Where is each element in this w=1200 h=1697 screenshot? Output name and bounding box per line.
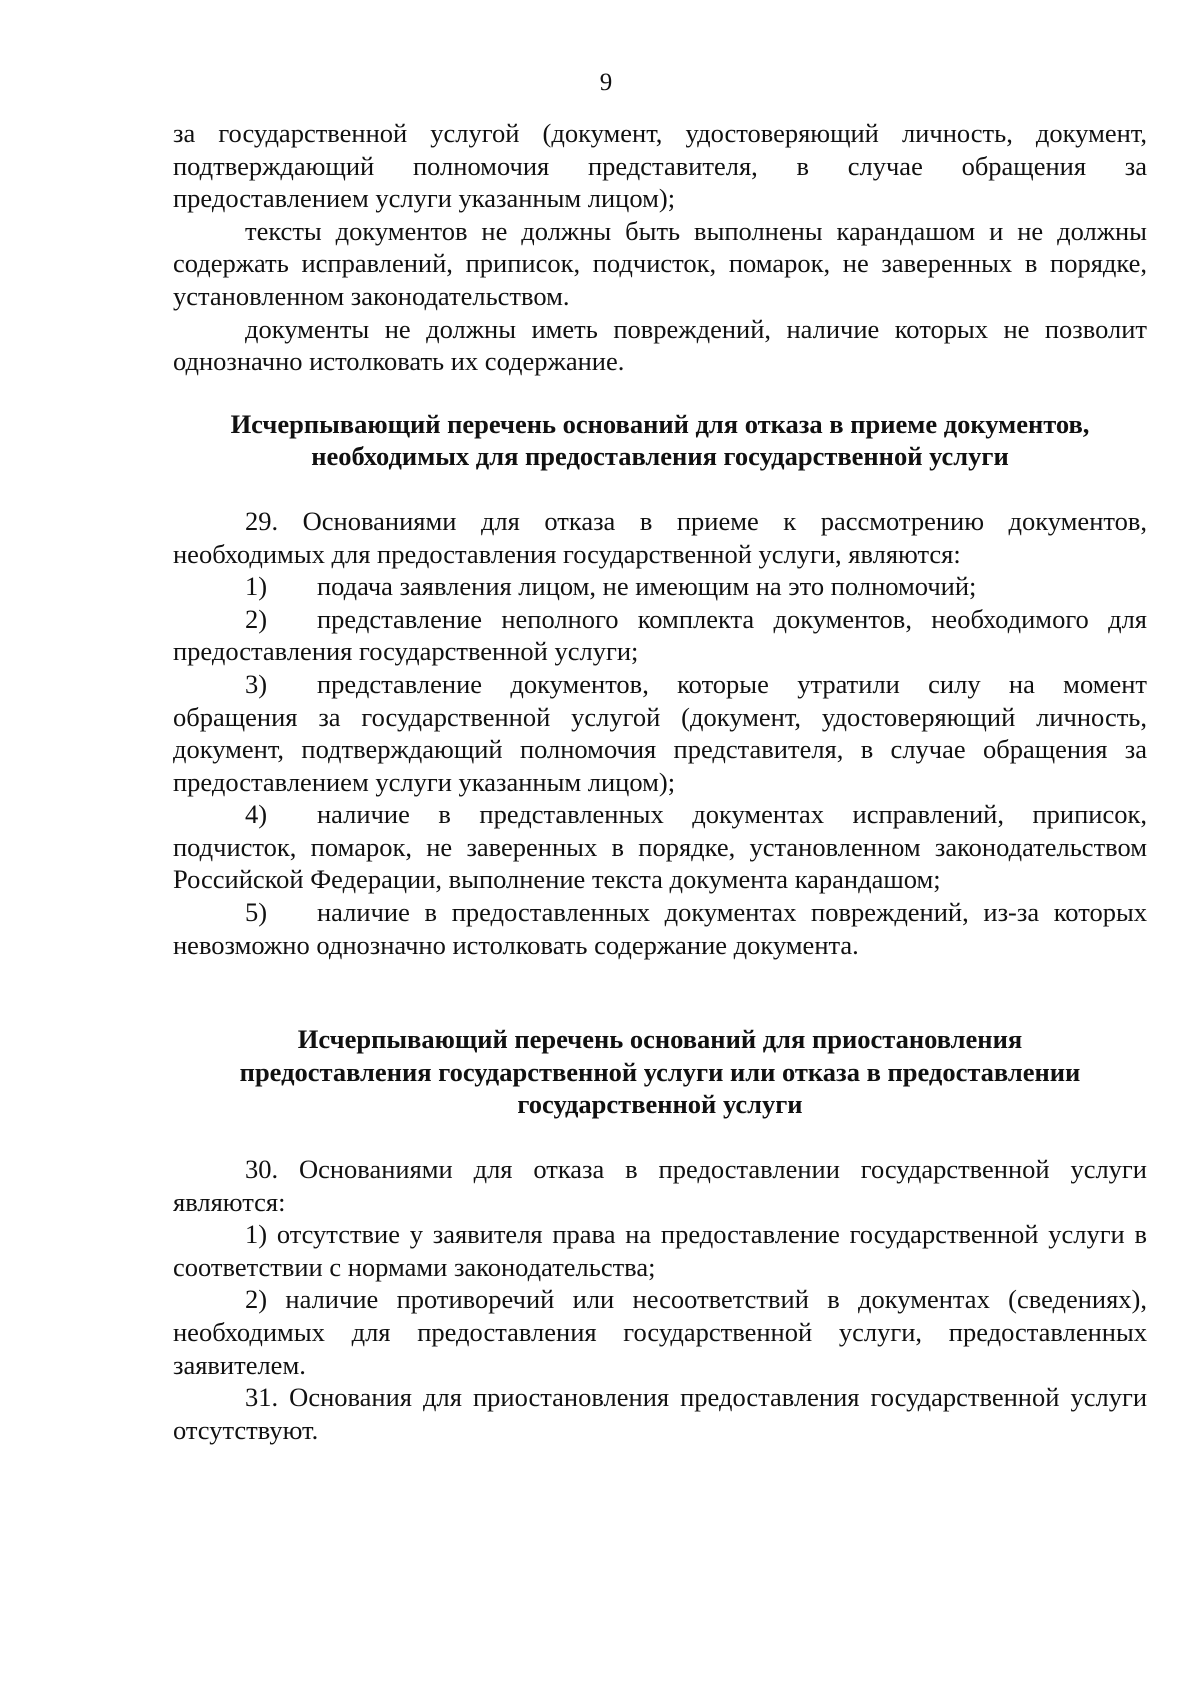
clause-29-item-5: [173, 896, 1147, 961]
intro-paragraph-damage-requirement: документы не должны иметь повреждений, наличие которых не позволит однозначно истолковать их содержание.: [173, 313, 1147, 377]
heading-line: государственной услуги: [517, 1089, 803, 1120]
list-item-number: 5): [245, 897, 268, 928]
list-item-number: 2): [245, 603, 268, 634]
page-number: 9: [599, 69, 613, 96]
list-item-text: представление неполного комплекта документов, необходимого для предоставления государственной услуги;: [173, 603, 1147, 667]
heading-line: Исчерпывающий перечень оснований для отказа в приеме документов,: [230, 408, 1090, 439]
list-item-text: подача заявления лицом, не имеющим на это полномочий;: [317, 571, 977, 602]
clause-30-intro: 30. Основаниями для отказа в предоставлении государственной услуги являются:: [173, 1154, 1147, 1217]
spacer: [173, 1121, 1147, 1153]
list-item-text: наличие в представленных документах исправлений, приписок, подчисток, помарок, не заверенных в порядке, установленном законодательством Российской Федерации, выполнение текста документа карандашом;: [173, 799, 1147, 895]
heading-line: необходимых для предоставления государственной услуги: [311, 441, 1009, 472]
heading-line: Исчерпывающий перечень оснований для приостановления: [297, 1024, 1023, 1055]
clause-29-item-1: [173, 570, 1147, 603]
document-body: [173, 117, 1147, 1446]
list-item-text: наличие в предоставленных документах повреждений, из-за которых невозможно однозначно истолковать содержание документа.: [173, 897, 1147, 960]
clause-29-item-4: [173, 798, 1147, 896]
clause-29-item-2: [173, 603, 1147, 668]
clause-29-item-3: [173, 668, 1147, 798]
intro-paragraph-texts-requirement: тексты документов не должны быть выполнены карандашом и не должны содержать исправлений, приписок, подчисток, помарок, не заверенных в порядке, установленном законодательством.: [173, 215, 1147, 311]
clause-30-item-1: 1) отсутствие у заявителя права на предоставление государственной услуги в соответствии с нормами законодательства;: [173, 1219, 1147, 1282]
spacer: [173, 473, 1147, 505]
clause-30-item-2: 2) наличие противоречий или несоответствий в документах (сведениях), необходимых для предоставления государственной услуги, предоставленных заявителем.: [173, 1284, 1147, 1380]
list-item-text: представление документов, которые утратили силу на момент обращения за государственной услугой (документ, удостоверяющий личность, документ, подтверждающий полномочия представителя, в случае обращения за предоставлением услуги указанным лицом);: [173, 668, 1147, 797]
list-item-number: 3): [245, 668, 268, 699]
intro-paragraph-continuation: за государственной услугой (документ, удостоверяющий личность, документ, подтверждающий полномочия представителя, в случае обращения за предоставлением услуги указанным лицом);: [173, 118, 1147, 214]
clause-31: 31. Основания для приостановления предоставления государственной услуги отсутствуют.: [173, 1382, 1147, 1445]
section-heading-suspension-refusal: [173, 1023, 1147, 1121]
list-item-number: 4): [245, 799, 268, 830]
heading-line: предоставления государственной услуги или отказа в предоставлении: [239, 1056, 1081, 1087]
spacer: [173, 378, 1147, 408]
clause-29-intro: 29. Основаниями для отказа в приеме к рассмотрению документов, необходимых для предоставления государственной услуги, являются:: [173, 505, 1147, 569]
section-heading-refusal-acceptance: [173, 408, 1147, 473]
spacer: [173, 961, 1147, 1023]
list-item-number: 1): [245, 571, 268, 602]
